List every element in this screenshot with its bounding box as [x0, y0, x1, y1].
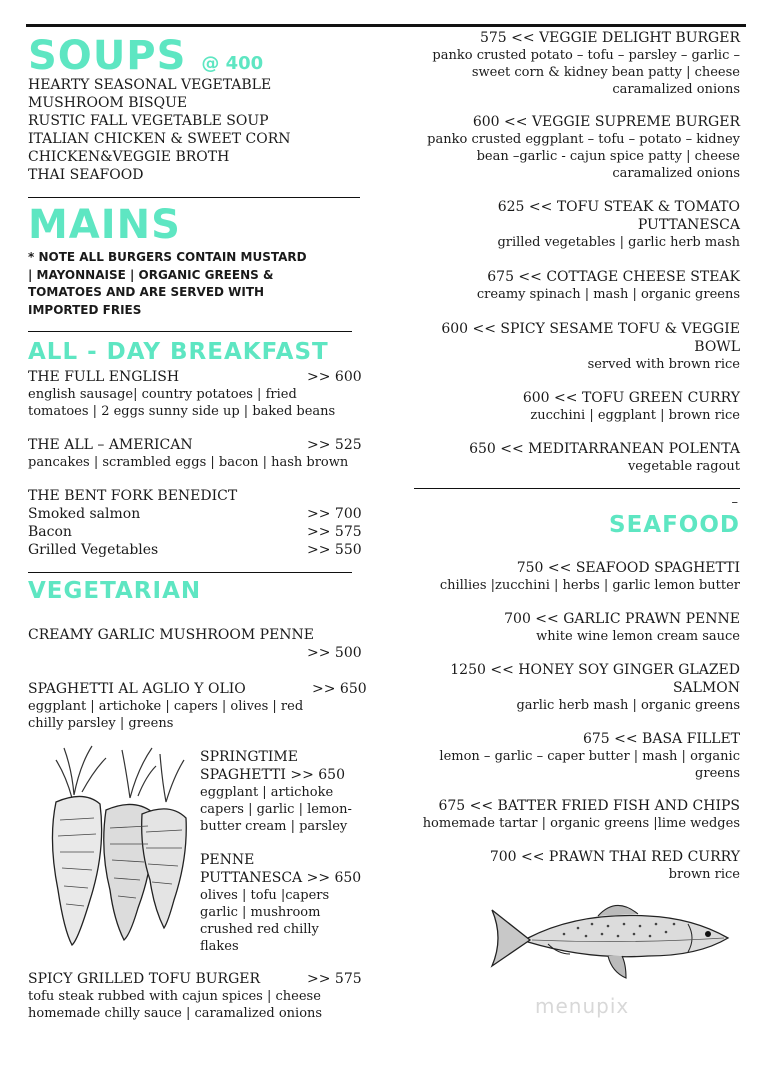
menu-item: 575 << VEGGIE DELIGHT BURGER panko crusted potato – tofu – parsley – garlic – sweet corn & kidney bean patty | cheese caramalized onions [432, 30, 740, 97]
carrots-illustration [34, 740, 194, 950]
puttanesca-title: PENNE PUTTANESCA >> 650 [200, 852, 362, 886]
menu-item: 600 << TOFU GREEN CURRY zucchini | eggplant | brown rice [522, 390, 740, 423]
divider [414, 488, 740, 489]
all-american-price: >> 525 [307, 437, 362, 453]
full-english-desc: english sausage| country potatoes | fried tomatoes | 2 eggs sunny side up | baked beans [28, 387, 336, 419]
springtime-desc: eggplant | artichoke capers | garlic | lemon- butter cream | parsley [200, 785, 352, 834]
full-english-name: THE FULL ENGLISH [28, 369, 180, 385]
watermark: menupix [535, 994, 630, 1018]
divider [28, 331, 352, 332]
aglio-name: SPAGHETTI AL AGLIO Y OLIO [28, 681, 246, 697]
divider-dash: – [731, 495, 738, 510]
menu-item: 600 << VEGGIE SUPREME BURGER panko crusted eggplant – tofu – potato – kidney bean –garlic - cajun spice patty | cheese caramalized onions [427, 114, 740, 181]
soup-item: ITALIAN CHICKEN & SWEET CORN [28, 131, 291, 147]
menu-item: 1250 << HONEY SOY GINGER GLAZED SALMON garlic herb mash | organic greens [450, 662, 740, 713]
seafood-heading: SEAFOOD [609, 512, 740, 538]
tofu-burger-name: SPICY GRILLED TOFU BURGER [28, 971, 261, 987]
soups-price: @ 400 [201, 53, 264, 74]
soups-heading: SOUPS @ 400 [28, 33, 264, 79]
benedict-option-price: >> 700 [307, 506, 362, 522]
benedict-option-price: >> 575 [307, 524, 362, 540]
mains-heading: MAINS [28, 202, 181, 248]
top-rule [26, 24, 746, 27]
soup-item: THAI SEAFOOD [28, 167, 144, 183]
all-american-desc: pancakes | scrambled eggs | bacon | hash brown [28, 455, 349, 470]
menu-item: 625 << TOFU STEAK & TOMATO PUTTANESCA grilled vegetables | garlic herb mash [497, 199, 740, 250]
puttanesca-desc: olives | tofu |capers garlic | mushroom crushed red chilly flakes [200, 888, 330, 954]
aglio-price: >> 650 [312, 681, 367, 697]
soup-item: MUSHROOM BISQUE [28, 95, 188, 111]
divider [28, 572, 352, 573]
tofu-burger-price: >> 575 [307, 971, 362, 987]
benedict-name: THE BENT FORK BENEDICT [28, 488, 238, 504]
menu-item: 650 << MEDITARRANEAN POLENTA vegetable ragout [469, 441, 740, 474]
soup-item: RUSTIC FALL VEGETABLE SOUP [28, 113, 269, 129]
springtime-title: SPRINGTIME SPAGHETTI >> 650 [200, 749, 345, 783]
benedict-option-price: >> 550 [307, 542, 362, 558]
menu-item: 600 << SPICY SESAME TOFU & VEGGIE BOWL served with brown rice [441, 321, 740, 372]
soup-item: HEARTY SEASONAL VEGETABLE [28, 77, 272, 93]
benedict-option: Grilled Vegetables [28, 542, 159, 558]
tofu-burger-desc: tofu steak rubbed with cajun spices | cheese homemade chilly sauce | caramalized onions [28, 989, 323, 1021]
soups-list [28, 76, 291, 184]
menu-item: 675 << BATTER FRIED FISH AND CHIPS homemade tartar | organic greens |lime wedges [422, 798, 740, 831]
menu-item: 675 << BASA FILLET lemon – garlic – caper butter | mash | organic greens [439, 731, 740, 781]
aglio-desc: eggplant | artichoke | capers | olives | red chilly parsley | greens [28, 699, 304, 731]
menu-item: 750 << SEAFOOD SPAGHETTI chillies |zucchini | herbs | garlic lemon butter [439, 560, 740, 593]
vegetarian-heading: VEGETARIAN [28, 578, 202, 604]
divider [28, 197, 360, 198]
menu-item: 700 << PRAWN THAI RED CURRY brown rice [489, 849, 740, 882]
fish-illustration [488, 894, 738, 984]
full-english-price: >> 600 [307, 369, 362, 385]
all-american-name: THE ALL – AMERICAN [28, 437, 193, 453]
benedict-option: Smoked salmon [28, 506, 141, 522]
breakfast-heading: ALL - DAY BREAKFAST [28, 339, 329, 365]
menu-item: 700 << GARLIC PRAWN PENNE white wine lemon cream sauce [504, 611, 740, 644]
menu-item: 675 << COTTAGE CHEESE STEAK creamy spinach | mash | organic greens [476, 269, 740, 302]
mushroom-penne-price: >> 500 [307, 645, 362, 661]
benedict-option: Bacon [28, 524, 72, 540]
burger-note: * NOTE ALL BURGERS CONTAIN MUSTARD | MAYONNAISE | ORGANIC GREENS & TOMATOES AND ARE SERVED WITH IMPORTED FRIES [28, 250, 307, 317]
mushroom-penne-name: CREAMY GARLIC MUSHROOM PENNE [28, 627, 315, 643]
soup-item: CHICKEN&VEGGIE BROTH [28, 149, 230, 165]
